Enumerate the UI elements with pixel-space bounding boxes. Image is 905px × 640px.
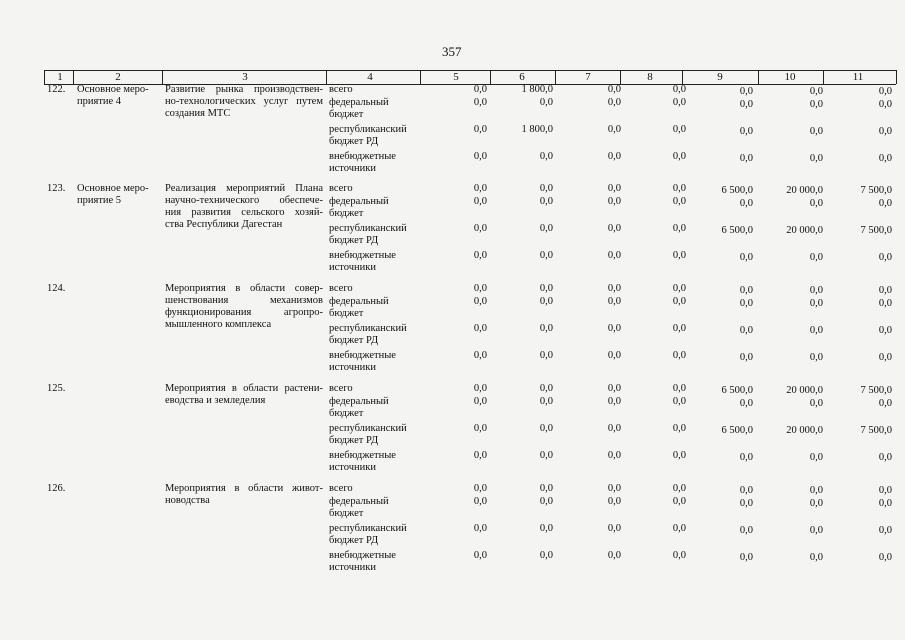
funding-value: 0,0 [672,350,686,361]
funding-source-label: бюджет РД [329,235,379,246]
funding-value: 0,0 [672,523,686,534]
row-description: Мероприятия в области живот- [165,483,323,494]
funding-value: 0,0 [539,323,553,334]
funding-value: 0,0 [473,296,487,307]
funding-value: 0,0 [878,525,892,536]
funding-value: 0,0 [739,552,753,563]
funding-source-label: бюджет [329,408,364,419]
funding-value: 0,0 [672,396,686,407]
funding-value: 0,0 [739,485,753,496]
funding-value: 0,0 [539,483,553,494]
funding-source-label: внебюджетные [329,550,396,561]
header-divider [162,70,163,84]
funding-source-label: федеральный [329,196,389,207]
funding-value: 0,0 [539,350,553,361]
funding-value: 7 500,0 [860,385,892,396]
funding-value: 0,0 [607,250,621,261]
header-divider [44,70,45,84]
funding-source-label: бюджет [329,109,364,120]
funding-value: 0,0 [607,323,621,334]
funding-value: 0,0 [739,452,753,463]
funding-value: 1 800,0 [521,84,553,95]
header-divider [620,70,621,84]
funding-value: 0,0 [739,298,753,309]
funding-value: 6 500,0 [721,225,753,236]
row-description: но-технологических услуг путем [165,96,323,107]
header-cell: 4 [367,71,373,83]
funding-value: 0,0 [878,252,892,263]
funding-source-label: всего [329,183,353,194]
header-cell: 9 [717,71,723,83]
row-number: 124. [47,283,66,294]
funding-value: 0,0 [672,450,686,461]
funding-value: 0,0 [539,223,553,234]
funding-value: 0,0 [473,250,487,261]
funding-value: 0,0 [607,483,621,494]
row-description: Реализация мероприятий Плана [165,183,323,194]
funding-value: 0,0 [672,84,686,95]
funding-value: 0,0 [539,97,553,108]
page-number: 357 [442,44,462,59]
funding-source-label: бюджет [329,208,364,219]
funding-value: 0,0 [809,298,823,309]
funding-value: 0,0 [878,126,892,137]
funding-value: 0,0 [809,285,823,296]
funding-value: 0,0 [607,84,621,95]
row-description: Мероприятия в области растени- [165,383,323,394]
funding-value: 0,0 [539,183,553,194]
funding-value: 0,0 [539,151,553,162]
funding-value: 0,0 [739,325,753,336]
funding-value: 0,0 [739,99,753,110]
funding-value: 0,0 [878,298,892,309]
funding-value: 0,0 [539,283,553,294]
funding-value: 0,0 [672,250,686,261]
funding-value: 0,0 [809,552,823,563]
funding-value: 0,0 [607,196,621,207]
funding-value: 0,0 [473,183,487,194]
funding-value: 0,0 [809,86,823,97]
funding-source-label: всего [329,283,353,294]
funding-source-label: всего [329,383,353,394]
funding-value: 0,0 [672,223,686,234]
row-description: новодства [165,495,210,506]
funding-source-label: бюджет РД [329,535,379,546]
funding-value: 0,0 [473,423,487,434]
funding-value: 0,0 [539,550,553,561]
funding-value: 0,0 [672,483,686,494]
funding-value: 0,0 [539,250,553,261]
funding-value: 0,0 [607,97,621,108]
funding-source-label: бюджет [329,508,364,519]
funding-value: 0,0 [473,383,487,394]
funding-value: 0,0 [607,396,621,407]
funding-value: 0,0 [739,252,753,263]
header-cell: 5 [453,71,459,83]
header-divider [555,70,556,84]
funding-value: 0,0 [473,124,487,135]
header-cell: 3 [242,71,248,83]
funding-value: 0,0 [878,325,892,336]
row-description: создания МТС [165,108,231,119]
row-description: функционирования агропро- [165,307,323,318]
funding-value: 0,0 [473,396,487,407]
row-description: еводства и земледелия [165,395,266,406]
funding-value: 0,0 [607,523,621,534]
header-cell: 11 [852,71,864,83]
table-header [44,70,896,85]
funding-value: 6 500,0 [721,185,753,196]
funding-value: 0,0 [878,485,892,496]
funding-source-label: республиканский [329,323,407,334]
funding-source-label: бюджет РД [329,136,379,147]
funding-value: 0,0 [539,196,553,207]
funding-value: 0,0 [739,398,753,409]
funding-value: 0,0 [539,496,553,507]
funding-value: 0,0 [473,483,487,494]
funding-source-label: источники [329,462,376,473]
funding-source-label: всего [329,84,353,95]
header-divider [682,70,683,84]
funding-value: 0,0 [672,196,686,207]
funding-value: 0,0 [473,550,487,561]
funding-value: 0,0 [878,198,892,209]
funding-value: 0,0 [539,423,553,434]
funding-source-label: источники [329,262,376,273]
funding-value: 0,0 [607,223,621,234]
funding-source-label: федеральный [329,296,389,307]
funding-source-label: республиканский [329,423,407,434]
funding-value: 20 000,0 [786,185,823,196]
funding-source-label: источники [329,362,376,373]
funding-value: 0,0 [878,352,892,363]
funding-value: 0,0 [809,99,823,110]
header-divider [420,70,421,84]
row-description: мышленного комплекса [165,319,272,330]
header-divider [823,70,824,84]
funding-value: 7 500,0 [860,425,892,436]
funding-value: 0,0 [878,285,892,296]
funding-value: 0,0 [672,423,686,434]
funding-source-label: внебюджетные [329,450,396,461]
funding-source-label: федеральный [329,496,389,507]
funding-value: 0,0 [809,352,823,363]
funding-value: 0,0 [672,296,686,307]
funding-value: 20 000,0 [786,425,823,436]
funding-source-label: внебюджетные [329,250,396,261]
funding-value: 0,0 [672,496,686,507]
funding-value: 0,0 [607,450,621,461]
funding-value: 0,0 [809,252,823,263]
row-number: 125. [47,383,66,394]
funding-value: 20 000,0 [786,225,823,236]
funding-value: 0,0 [473,496,487,507]
row-description: ства Республики Дагестан [165,219,283,230]
funding-value: 0,0 [739,153,753,164]
funding-value: 20 000,0 [786,385,823,396]
funding-value: 0,0 [878,153,892,164]
funding-value: 0,0 [739,352,753,363]
funding-value: 0,0 [473,84,487,95]
header-cell: 2 [115,71,121,83]
funding-value: 0,0 [607,496,621,507]
funding-value: 7 500,0 [860,225,892,236]
row-number: 122. [47,84,66,95]
funding-value: 0,0 [473,523,487,534]
funding-source-label: источники [329,562,376,573]
funding-value: 0,0 [672,283,686,294]
funding-value: 0,0 [607,183,621,194]
funding-value: 0,0 [739,525,753,536]
funding-value: 0,0 [809,153,823,164]
funding-value: 0,0 [672,550,686,561]
funding-value: 0,0 [672,323,686,334]
funding-source-label: внебюджетные [329,151,396,162]
row-description: Мероприятия в области совер- [165,283,323,294]
header-cell: 1 [57,71,63,83]
funding-source-label: всего [329,483,353,494]
funding-value: 0,0 [809,485,823,496]
header-divider [73,70,74,84]
funding-value: 0,0 [607,350,621,361]
funding-value: 0,0 [607,550,621,561]
funding-value: 0,0 [539,523,553,534]
funding-value: 0,0 [473,97,487,108]
funding-source-label: внебюджетные [329,350,396,361]
funding-value: 0,0 [607,296,621,307]
header-cell: 6 [519,71,525,83]
funding-value: 0,0 [607,383,621,394]
row-name: Основное меро- [77,84,149,95]
funding-value: 6 500,0 [721,385,753,396]
funding-value: 0,0 [473,196,487,207]
funding-value: 0,0 [878,452,892,463]
funding-value: 0,0 [809,452,823,463]
funding-value: 0,0 [539,383,553,394]
row-number: 126. [47,483,66,494]
header-divider [326,70,327,84]
funding-value: 0,0 [473,450,487,461]
header-cell: 8 [647,71,653,83]
header-cell: 7 [585,71,591,83]
funding-value: 0,0 [607,283,621,294]
funding-value: 0,0 [672,151,686,162]
funding-source-label: бюджет РД [329,435,379,446]
funding-value: 0,0 [473,283,487,294]
funding-value: 0,0 [672,124,686,135]
funding-source-label: республиканский [329,124,407,135]
row-name: приятие 4 [77,96,122,107]
funding-value: 0,0 [809,126,823,137]
row-number: 123. [47,183,66,194]
row-name: Основное меро- [77,183,149,194]
funding-source-label: бюджет [329,308,364,319]
funding-value: 0,0 [473,323,487,334]
funding-value: 0,0 [739,86,753,97]
header-divider [490,70,491,84]
funding-value: 0,0 [672,97,686,108]
funding-value: 0,0 [473,350,487,361]
row-description: шенствования механизмов [165,295,323,306]
funding-value: 0,0 [607,151,621,162]
funding-value: 6 500,0 [721,425,753,436]
funding-source-label: бюджет РД [329,335,379,346]
funding-value: 0,0 [878,498,892,509]
row-description: Развитие рынка производствен- [165,84,323,95]
funding-source-label: федеральный [329,396,389,407]
funding-value: 0,0 [739,498,753,509]
funding-value: 0,0 [473,151,487,162]
funding-source-label: федеральный [329,97,389,108]
header-divider [896,70,897,84]
header-divider [758,70,759,84]
funding-value: 0,0 [878,398,892,409]
funding-value: 0,0 [739,126,753,137]
funding-value: 0,0 [739,198,753,209]
funding-value: 0,0 [878,552,892,563]
funding-source-label: республиканский [329,523,407,534]
funding-value: 0,0 [539,450,553,461]
funding-value: 0,0 [809,498,823,509]
funding-value: 0,0 [607,124,621,135]
funding-value: 0,0 [539,396,553,407]
funding-value: 0,0 [878,99,892,110]
funding-value: 1 800,0 [521,124,553,135]
funding-value: 0,0 [809,198,823,209]
row-description: ния развития сельского хозяй- [165,207,323,218]
funding-value: 0,0 [878,86,892,97]
funding-value: 0,0 [607,423,621,434]
funding-source-label: республиканский [329,223,407,234]
row-name: приятие 5 [77,195,122,206]
row-description: научно-технического обеспече- [165,195,323,206]
funding-value: 0,0 [672,383,686,394]
funding-value: 0,0 [473,223,487,234]
header-cell: 10 [784,71,796,83]
funding-value: 7 500,0 [860,185,892,196]
funding-value: 0,0 [809,525,823,536]
funding-source-label: источники [329,163,376,174]
funding-value: 0,0 [739,285,753,296]
funding-value: 0,0 [539,296,553,307]
funding-value: 0,0 [809,398,823,409]
funding-value: 0,0 [809,325,823,336]
funding-value: 0,0 [672,183,686,194]
